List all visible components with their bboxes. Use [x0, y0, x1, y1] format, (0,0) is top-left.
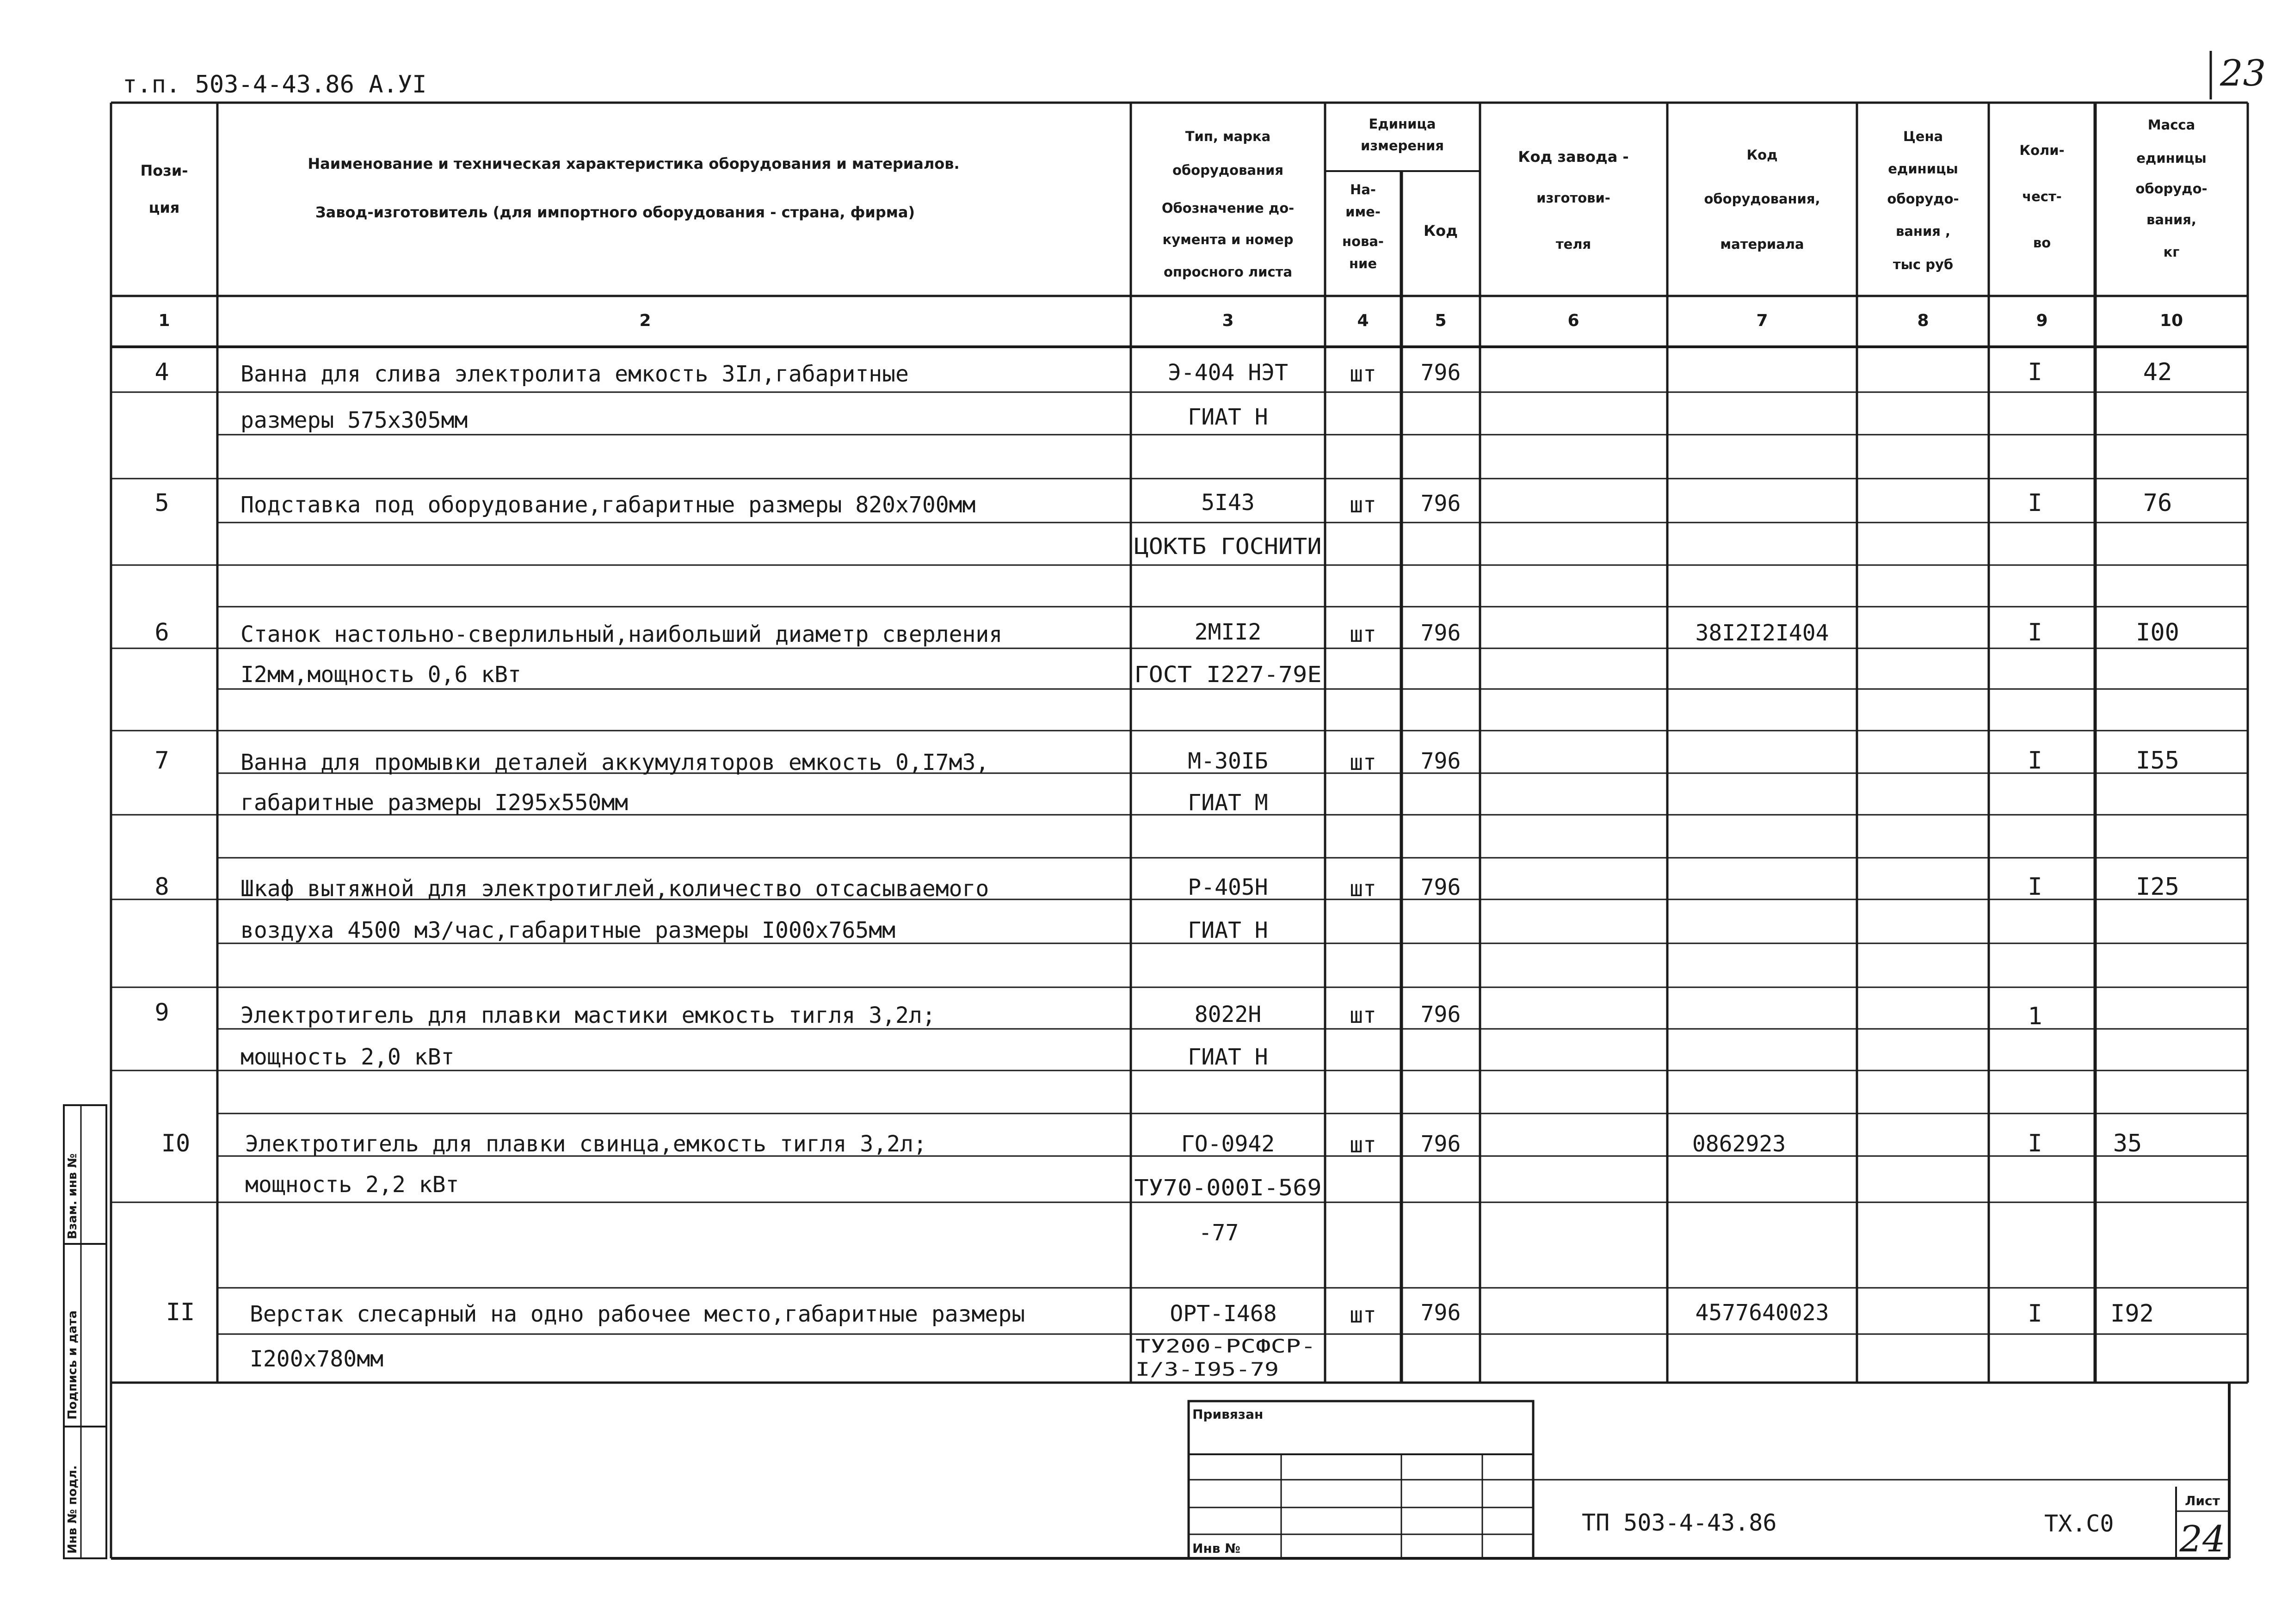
row-unit-code: 796	[1420, 1002, 1461, 1027]
header-price-l1: Цена	[1903, 129, 1943, 144]
row-type-line2: ГИАТ Н	[1188, 404, 1268, 430]
header-mass-l2: единицы	[2136, 150, 2207, 166]
row-equipment-code: 0862923	[1692, 1131, 1786, 1157]
header-unit-l1: Единица	[1369, 116, 1436, 132]
table-row	[154, 358, 2172, 433]
header-unit-l2: измерения	[1361, 138, 1444, 154]
row-position: II	[166, 1298, 195, 1326]
header-equipcode-l3: материала	[1720, 236, 1804, 252]
row-mass: I00	[2136, 619, 2179, 646]
margin-podpis-data: Подпись и дата	[66, 1310, 80, 1420]
stamp-list-number: 24	[2179, 1519, 2226, 1560]
header-qty-l2: чест-	[2022, 189, 2062, 204]
header-qty-l1: Коли-	[2019, 142, 2065, 158]
colnum-6: 6	[1567, 311, 1579, 330]
row-type-line3: I/3-I95-79	[1135, 1359, 1279, 1380]
row-quantity: 1	[2028, 1003, 2042, 1030]
colnum-8: 8	[1917, 311, 1929, 330]
row-mass: I92	[2110, 1300, 2154, 1328]
table-row	[154, 747, 2179, 816]
row-type-line1: М-30IБ	[1188, 748, 1268, 774]
header-type-l2: оборудования	[1172, 162, 1284, 178]
row-type-line2: ТУ70-000I-569	[1134, 1175, 1322, 1201]
row-unit-code: 796	[1420, 360, 1461, 386]
header-equipcode-l2: оборудования,	[1704, 191, 1820, 207]
row-position: 9	[154, 999, 169, 1027]
row-type-line1: 8022Н	[1194, 1002, 1262, 1027]
row-mass: 42	[2143, 358, 2172, 386]
header-name-l1: Наименование и техническая характеристика оборудования и материалов.	[308, 155, 960, 172]
row-mass: 76	[2143, 489, 2172, 517]
row-name-line1: Ванна для промывки деталей аккумуляторов емкость 0,I7м3,	[240, 750, 989, 775]
row-name-line1: Ванна для слива электролита емкость 3Iл,габаритные	[240, 361, 909, 387]
colnum-5: 5	[1435, 311, 1447, 330]
colnum-4: 4	[1357, 311, 1369, 330]
header-factory-l2: изготови-	[1536, 190, 1610, 206]
row-name-line2: размеры 575х305мм	[240, 407, 468, 433]
row-name-line2: воздуха 4500 м3/час,габаритные размеры I000х765мм	[240, 917, 896, 943]
header-unitname-l4: ние	[1349, 256, 1377, 271]
colnum-2: 2	[639, 311, 651, 330]
title-block	[111, 1383, 2229, 1558]
row-type-line2: ГОСТ I227-79Е	[1134, 662, 1322, 688]
row-position: I0	[161, 1130, 191, 1157]
row-position: 8	[154, 873, 169, 901]
colnum-3: 3	[1222, 311, 1234, 330]
row-unit-code: 796	[1420, 1300, 1461, 1326]
row-name-line2: габаритные размеры I295х550мм	[240, 790, 629, 816]
row-quantity: I	[2028, 873, 2042, 901]
header-unitname-l2: име-	[1345, 204, 1381, 220]
colnum-7: 7	[1756, 311, 1768, 330]
row-mass: 35	[2113, 1130, 2142, 1157]
row-name-line1: Электротигель для плавки свинца,емкость тигля 3,2л;	[245, 1131, 927, 1157]
row-type-line2: ЦОКТБ ГОСНИТИ	[1134, 534, 1322, 560]
row-position: 5	[154, 489, 169, 517]
stamp-list-label: Лист	[2185, 1493, 2220, 1508]
row-quantity: I	[2028, 1300, 2042, 1328]
row-quantity: I	[2028, 747, 2042, 775]
header-type-l1: Тип, марка	[1185, 129, 1271, 144]
row-type-line1: 2МII2	[1194, 619, 1262, 645]
header-position-l1: Пози-	[140, 162, 188, 179]
row-unit: шт	[1350, 750, 1376, 775]
row-quantity: I	[2028, 619, 2042, 646]
header-unitname-l1: На-	[1350, 182, 1376, 197]
table-row	[166, 1298, 2154, 1380]
colnum-1: 1	[158, 311, 170, 330]
header-mass-l1: Масса	[2147, 117, 2195, 133]
row-position: 7	[154, 747, 169, 775]
row-type-line2: ТУ200-РСФСР-	[1135, 1336, 1316, 1357]
header-type-l4: кумента и номер	[1162, 232, 1294, 247]
table-row	[154, 619, 2179, 688]
row-name-line1: Верстак слесарный на одно рабочее место,габаритные размеры	[250, 1301, 1025, 1327]
table-row	[154, 489, 2172, 560]
header-mass-l4: вания,	[2146, 212, 2196, 228]
header-price-l3: оборудо-	[1887, 191, 1959, 207]
row-position: 4	[154, 358, 169, 386]
row-type-line1: Р-405Н	[1188, 874, 1268, 900]
row-type-line1: ГО-0942	[1181, 1131, 1275, 1157]
table-row	[154, 999, 2042, 1070]
row-mass: I25	[2136, 873, 2179, 901]
row-equipment-code: 4577640023	[1695, 1300, 1829, 1326]
row-type-line1: ОРТ-I468	[1170, 1301, 1277, 1327]
stamp-privyazan: Привязан	[1192, 1407, 1264, 1422]
table-row	[154, 873, 2179, 943]
header-mass-l3: оборудо-	[2135, 181, 2208, 197]
row-mass: I55	[2136, 747, 2179, 775]
document-code-top: т.п. 503-4-43.86 А.УI	[123, 71, 427, 98]
row-quantity: I	[2028, 489, 2042, 517]
column-numbers	[158, 311, 2183, 330]
header-equipcode-l1: Код	[1746, 147, 1778, 163]
header-unitcode: Код	[1424, 222, 1458, 240]
header-unitname-l3: нова-	[1342, 234, 1384, 249]
colnum-10: 10	[2159, 311, 2183, 330]
row-type-line1: Э-404 НЭТ	[1167, 360, 1289, 386]
corner-sheet-number: 23	[2220, 53, 2266, 94]
colnum-9: 9	[2036, 311, 2048, 330]
header-mass-l5: кг	[2163, 244, 2180, 260]
header-factory-l1: Код завода -	[1518, 148, 1629, 166]
row-unit: шт	[1350, 361, 1376, 387]
row-unit: шт	[1350, 492, 1376, 518]
table-header	[140, 116, 2207, 280]
row-name-line2: I2мм,мощность 0,6 кВт	[240, 662, 521, 688]
header-type-l5: опросного листа	[1163, 264, 1293, 280]
header-price-l4: вания ,	[1895, 223, 1951, 239]
header-name-l2: Завод-изготовитель (для импортного оборудования - страна, фирма)	[315, 203, 915, 221]
row-unit-code: 796	[1420, 491, 1461, 517]
row-unit: шт	[1350, 1302, 1376, 1328]
row-name-line1: Станок настольно-сверлильный,наибольший диаметр сверления	[240, 621, 1003, 647]
row-name-line2: мощность 2,2 кВт	[245, 1172, 459, 1198]
stamp-section: ТХ.С0	[2044, 1510, 2114, 1537]
row-type-line2: ГИАТ М	[1188, 790, 1268, 816]
row-unit-code: 796	[1420, 620, 1461, 646]
header-type-l3: Обозначение до-	[1161, 200, 1295, 216]
stamp-doc-code: ТП 503-4-43.86	[1582, 1509, 1777, 1536]
row-quantity: I	[2028, 358, 2042, 386]
row-type-line2: ГИАТ Н	[1188, 1044, 1268, 1070]
row-name-line2: мощность 2,0 кВт	[240, 1044, 455, 1070]
row-name-line1: Подставка под оборудование,габаритные размеры 820х700мм	[240, 492, 976, 518]
row-type-line3: -77	[1198, 1220, 1239, 1246]
row-unit-code: 796	[1420, 748, 1461, 774]
row-position: 6	[154, 619, 169, 646]
row-unit-code: 796	[1420, 1131, 1461, 1157]
margin-vzam-inv: Взам. инв №	[66, 1153, 80, 1239]
row-name-line1: Электротигель для плавки мастики емкость тигля 3,2л;	[240, 1003, 936, 1028]
row-type-line1: 5I43	[1201, 490, 1255, 516]
table-row	[161, 1130, 2142, 1246]
row-name-line1: Шкаф вытяжной для электротиглей,количество отсасываемого	[240, 876, 989, 902]
row-unit: шт	[1350, 876, 1376, 902]
header-price-l2: единицы	[1888, 161, 1958, 177]
row-unit: шт	[1350, 1003, 1376, 1028]
row-quantity: I	[2028, 1130, 2042, 1157]
margin-inv-podl: Инв № подл.	[66, 1465, 80, 1554]
header-position-l2: ция	[148, 199, 180, 216]
row-unit: шт	[1350, 1132, 1376, 1158]
header-qty-l3: во	[2033, 235, 2051, 251]
row-unit: шт	[1350, 621, 1376, 647]
row-equipment-code: 38I2I2I404	[1695, 620, 1829, 646]
row-name-line2: I200х780мм	[250, 1346, 383, 1372]
header-price-l5: тыс руб	[1893, 257, 1954, 272]
stamp-inv-number: Инв №	[1192, 1541, 1240, 1556]
row-type-line2: ГИАТ Н	[1188, 917, 1268, 943]
row-unit-code: 796	[1420, 874, 1461, 900]
header-factory-l3: теля	[1555, 236, 1591, 252]
